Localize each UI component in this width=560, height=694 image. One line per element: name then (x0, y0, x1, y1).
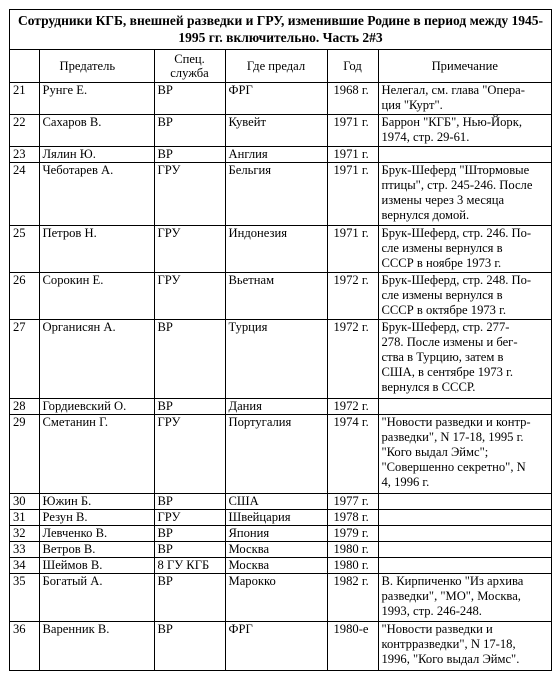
note-text: Брук-Шеферд, стр. 246. По- сле измены вернулся в СССР в ноябре 1973 г. (378, 226, 551, 273)
row-number: 30 (10, 494, 39, 510)
traitor-name: Ветров В. (39, 542, 154, 558)
service-name: ВР (154, 526, 225, 542)
table-row (10, 574, 551, 622)
traitor-name: Шеймов В. (39, 558, 154, 574)
traitor-name: Сметанин Г. (39, 415, 154, 494)
row-number: 36 (10, 622, 39, 670)
table-header-row (10, 50, 551, 83)
year-value: 1982 г. (327, 574, 378, 622)
year-value: 1972 г. (327, 320, 378, 399)
service-name: ВР (154, 542, 225, 558)
year-value: 1971 г. (327, 115, 378, 147)
row-number: 31 (10, 510, 39, 526)
row-number: 22 (10, 115, 39, 147)
year-value: 1980-е (327, 622, 378, 670)
table-row (10, 226, 551, 273)
traitor-name: Левченко В. (39, 526, 154, 542)
service-name: ВР (154, 320, 225, 399)
place-name: Япония (225, 526, 327, 542)
row-number: 34 (10, 558, 39, 574)
service-name: ВР (154, 115, 225, 147)
table-row (10, 83, 551, 115)
table-row (10, 622, 551, 670)
place-name: США (225, 494, 327, 510)
note-text (378, 510, 551, 526)
row-number: 21 (10, 83, 39, 115)
traitor-name: Сорокин Е. (39, 273, 154, 320)
traitor-name: Резун В. (39, 510, 154, 526)
table-row (10, 494, 551, 510)
service-name: ГРУ (154, 273, 225, 320)
traitors-table (10, 50, 551, 670)
document-title: Сотрудники КГБ, внешней разведки и ГРУ, изменившие Родине в период между 1945-1995 гг. включительно. Часть 2#3 (10, 10, 551, 50)
note-text: В. Кирпиченко "Из архива разведки", "МО", Москва, 1993, стр. 246-248. (378, 574, 551, 622)
note-text (378, 542, 551, 558)
row-number: 29 (10, 415, 39, 494)
table-row (10, 415, 551, 494)
row-number: 32 (10, 526, 39, 542)
row-number: 26 (10, 273, 39, 320)
place-name: ФРГ (225, 622, 327, 670)
note-text: Нелегал, см. глава "Опера- ция "Курт". (378, 83, 551, 115)
service-name: 8 ГУ КГБ (154, 558, 225, 574)
place-name: Вьетнам (225, 273, 327, 320)
row-number: 24 (10, 163, 39, 226)
column-header-year: Год (327, 50, 378, 83)
service-name: ГРУ (154, 163, 225, 226)
table-row (10, 526, 551, 542)
table-row (10, 510, 551, 526)
traitor-name: Гордиевский О. (39, 399, 154, 415)
note-text: "Новости разведки и контрразведки", N 17-18, 1996, "Кого выдал Эймс". (378, 622, 551, 670)
table-row (10, 320, 551, 399)
column-header-num (10, 50, 39, 83)
note-text (378, 558, 551, 574)
service-name: ГРУ (154, 510, 225, 526)
table-row (10, 147, 551, 163)
note-text (378, 526, 551, 542)
place-name: Марокко (225, 574, 327, 622)
place-name: Дания (225, 399, 327, 415)
note-text: Брук-Шеферд "Штормовые птицы", стр. 245-246. После измены через 3 месяца вернулся домой. (378, 163, 551, 226)
service-name: ВР (154, 399, 225, 415)
note-text: Баррон "КГБ", Нью-Йорк, 1974, стр. 29-61. (378, 115, 551, 147)
traitor-name: Лялин Ю. (39, 147, 154, 163)
column-header-place: Где предал (225, 50, 327, 83)
year-value: 1977 г. (327, 494, 378, 510)
service-name: ВР (154, 83, 225, 115)
document-page (9, 9, 552, 671)
traitor-name: Южин Б. (39, 494, 154, 510)
year-value: 1971 г. (327, 163, 378, 226)
place-name: Бельгия (225, 163, 327, 226)
row-number: 23 (10, 147, 39, 163)
table-row (10, 163, 551, 226)
year-value: 1971 г. (327, 226, 378, 273)
note-text (378, 399, 551, 415)
note-text (378, 494, 551, 510)
traitor-name: Рунге Е. (39, 83, 154, 115)
traitor-name: Богатый А. (39, 574, 154, 622)
traitor-name: Органисян А. (39, 320, 154, 399)
row-number: 27 (10, 320, 39, 399)
traitor-name: Петров Н. (39, 226, 154, 273)
service-name: ВР (154, 494, 225, 510)
row-number: 28 (10, 399, 39, 415)
service-name: ВР (154, 147, 225, 163)
place-name: Турция (225, 320, 327, 399)
year-value: 1972 г. (327, 273, 378, 320)
year-value: 1972 г. (327, 399, 378, 415)
year-value: 1980 г. (327, 558, 378, 574)
year-value: 1980 г. (327, 542, 378, 558)
note-text (378, 147, 551, 163)
table-row (10, 399, 551, 415)
row-number: 33 (10, 542, 39, 558)
place-name: Англия (225, 147, 327, 163)
table-row (10, 558, 551, 574)
place-name: ФРГ (225, 83, 327, 115)
service-name: ВР (154, 574, 225, 622)
column-header-note: Примечание (378, 50, 551, 83)
place-name: Швейцария (225, 510, 327, 526)
place-name: Москва (225, 542, 327, 558)
place-name: Кувейт (225, 115, 327, 147)
year-value: 1979 г. (327, 526, 378, 542)
traitor-name: Чеботарев А. (39, 163, 154, 226)
row-number: 25 (10, 226, 39, 273)
table-row (10, 115, 551, 147)
note-text: "Новости разведки и контр- разведки", N 17-18, 1995 г. "Кого выдал Эймс"; "Совершенно секретно", N 4, 1996 г. (378, 415, 551, 494)
note-text: Брук-Шеферд, стр. 248. По- сле измены вернулся в СССР в октябре 1973 г. (378, 273, 551, 320)
place-name: Москва (225, 558, 327, 574)
service-name: ГРУ (154, 415, 225, 494)
table-row (10, 273, 551, 320)
year-value: 1968 г. (327, 83, 378, 115)
year-value: 1974 г. (327, 415, 378, 494)
service-name: ГРУ (154, 226, 225, 273)
row-number: 35 (10, 574, 39, 622)
service-name: ВР (154, 622, 225, 670)
year-value: 1978 г. (327, 510, 378, 526)
year-value: 1971 г. (327, 147, 378, 163)
traitor-name: Варенник В. (39, 622, 154, 670)
column-header-traitor: Предатель (39, 50, 154, 83)
note-text: Брук-Шеферд, стр. 277- 278. После измены и бег- ства в Турцию, затем в США, в сентябре 1973 г. вернулся в СССР. (378, 320, 551, 399)
traitor-name: Сахаров В. (39, 115, 154, 147)
place-name: Португалия (225, 415, 327, 494)
table-row (10, 542, 551, 558)
place-name: Индонезия (225, 226, 327, 273)
column-header-service: Спец. служба (154, 50, 225, 83)
